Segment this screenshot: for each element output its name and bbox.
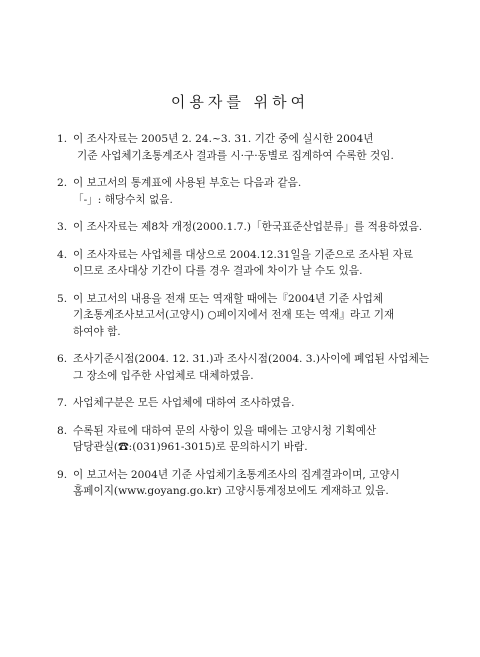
notice-item-8 (57, 423, 424, 456)
item-number: 1. (57, 133, 68, 145)
notice-item-2 (57, 175, 424, 208)
item-line: 담당관실(☎:(031)961-3015)로 문의하시기 바람. (73, 441, 308, 453)
item-line: 조사기준시점(2004. 12. 31.)과 조사시점(2004. 3.)사이에 폐업된 사업체는 (73, 353, 430, 365)
item-number: 9. (57, 468, 68, 481)
item-line: 기준 사업체기초통계조사 결과를 시·구·동별로 집계하여 수록한 것임. (77, 149, 394, 162)
item-line: 이 보고서의 통계표에 사용된 부호는 다음과 같음. (73, 177, 302, 189)
item-line: 하여야 함. (73, 325, 121, 338)
item-number: 5. (57, 292, 68, 305)
notice-item-5 (57, 291, 424, 341)
item-number: 8. (57, 424, 68, 437)
item-number: 3. (57, 221, 68, 233)
item-line: 기초통계조사보고서(고양시) ○페이지에서 전재 또는 역재』라고 기재 (73, 309, 395, 321)
item-line: 사업체구분은 모든 사업체에 대하여 조사하였음. (73, 397, 295, 409)
item-line: 수록된 자료에 대하여 문의 사항이 있을 때에는 고양시청 기획예산 (73, 424, 377, 437)
page-title: 이용자를 위하여 (170, 93, 310, 111)
notice-item-1 (57, 131, 424, 164)
item-line: 홈페이지(www.goyang.go.kr) 고양시통계정보에도 게재하고 있음. (73, 485, 389, 497)
notice-list (57, 131, 430, 511)
item-line: 이 보고서의 내용을 전재 또는 역재할 때에는『2004년 기준 사업체 (73, 292, 384, 305)
notice-item-7 (57, 395, 424, 412)
item-line: 그 장소에 입주한 사업체로 대체하였음. (73, 369, 254, 382)
item-number: 4. (57, 248, 68, 261)
item-line: 이므로 조사대상 기간이 다를 경우 결과에 차이가 날 수도 있음. (73, 265, 363, 277)
notice-item-6 (57, 351, 430, 384)
notice-item-4 (57, 247, 424, 280)
item-line: 이 조사자료는 제8차 개정(2000.1.7.)「한국표준산업분류」를 적용하였음. (73, 221, 423, 233)
item-line: 이 조사자료는 사업체를 대상으로 2004.12.31일을 기준으로 조사된 자료 (73, 248, 414, 261)
item-number: 2. (57, 177, 68, 189)
item-line: 「-」: 해당수치 없음. (73, 193, 173, 206)
item-number: 6. (57, 353, 68, 365)
notice-item-3 (57, 219, 424, 236)
item-line: 이 조사자료는 2005년 2. 24.~3. 31. 기간 중에 실시한 2004년 (73, 133, 374, 145)
item-line: 이 보고서는 2004년 기준 사업체기초통계조사의 집계결과이며, 고양시 (73, 468, 400, 481)
item-number: 7. (57, 397, 68, 409)
notice-item-9 (57, 467, 424, 500)
